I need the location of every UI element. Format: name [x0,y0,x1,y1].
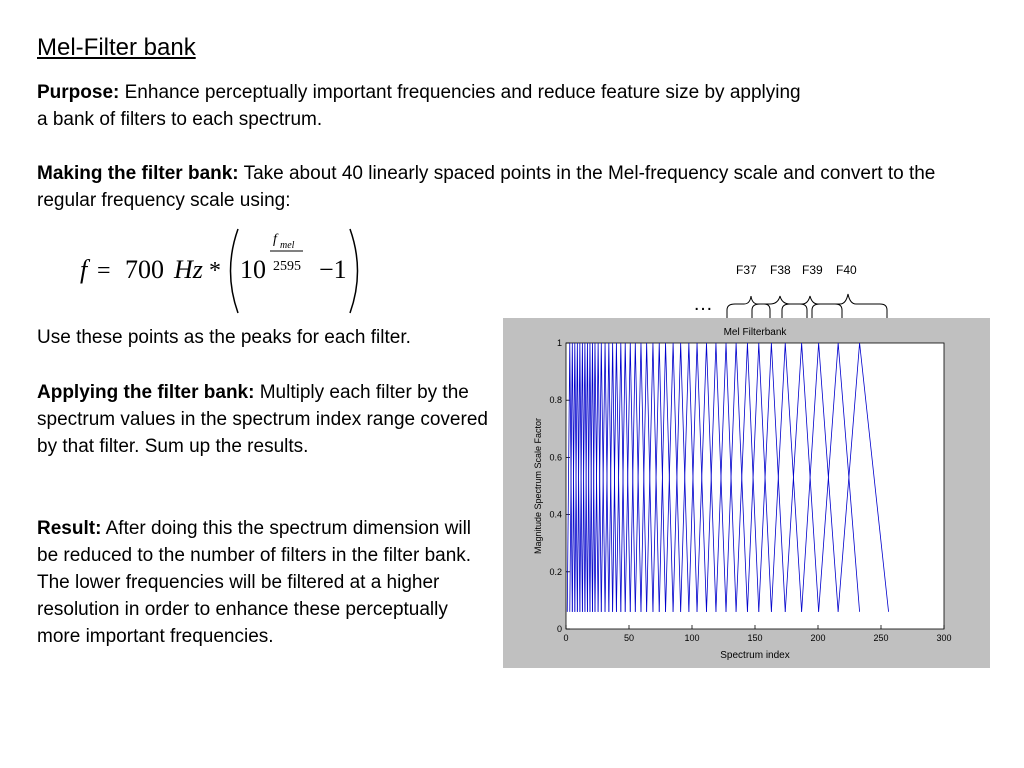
brace-f38 [752,296,807,318]
peaks-paragraph: Use these points as the peaks for each filter. [37,327,411,348]
x-tick-label: 0 [563,633,569,643]
brace-f37 [727,296,770,318]
y-tick-label: 0 [556,624,562,634]
formula-minus-one: −1 [319,255,347,284]
chart-title: Mel Filterbank [723,327,787,338]
bracket-label-f38: F38 [770,263,791,277]
purpose-text: Enhance perceptually important frequencies and reduce feature size by applying a bank of filters to each spectrum. [37,82,801,130]
filter-bracket-annotation [690,260,890,320]
formula-lhs: f [80,255,88,284]
y-tick-label: 1 [556,338,562,348]
y-tick-label: 0.2 [549,566,562,577]
bracket-label-f39: F39 [802,263,823,277]
result-label: Result: [37,518,102,539]
y-tick-label: 0.6 [549,452,562,463]
x-tick-label: 150 [747,633,763,643]
applying-text: Multiply each filter by the spectrum values in the spectrum index range covered by that filter. Sum up the results. [37,382,488,457]
purpose-label: Purpose: [37,82,120,103]
bracket-label-f37: F37 [736,263,757,277]
y-tick-label: 0.4 [549,509,562,520]
page-title: Mel-Filter bank [37,34,196,61]
brace-f40 [812,294,887,318]
purpose-paragraph [37,79,807,133]
x-tick-label: 250 [873,633,889,643]
making-paragraph [37,160,937,214]
formula-times: * [209,258,221,284]
y-axis-label: Magnitude Spectrum Scale Factor [533,417,543,555]
left-paren [231,229,239,313]
formula-equals: = [97,258,111,284]
mel-filterbank-chart [503,318,990,668]
x-axis-label: Spectrum index [720,650,790,661]
formula-base: 10 [240,255,266,284]
result-paragraph [37,515,487,650]
bracket-label-f40: F40 [836,263,857,277]
x-tick-label: 200 [810,633,826,643]
formula-numerator-sub: mel [280,240,295,251]
making-text: Take about 40 linearly spaced points in the Mel-frequency scale and convert to the regular frequency scale using: [37,163,936,211]
x-tick-label: 300 [936,633,952,643]
formula-denominator: 2595 [273,259,301,274]
bracket-ellipsis: … [693,293,713,315]
result-text: After doing this the spectrum dimension will be reduced to the number of filters in the filter bank. The lower frequencies will be filtered at a higher resolution in order to enhance these perceptually more important frequencies. [37,518,472,647]
making-label: Making the filter bank: [37,163,239,184]
applying-label: Applying the filter bank: [37,382,255,403]
mel-filterbank-figure [503,318,990,668]
mel-formula [75,225,375,325]
right-paren [350,229,358,313]
y-tick-label: 0.8 [549,395,562,406]
formula-const: 700 [125,255,164,284]
formula-unit: Hz [174,255,203,284]
applying-paragraph [37,379,497,460]
formula-numerator: f [273,232,277,247]
x-tick-label: 100 [684,633,700,643]
x-tick-label: 50 [623,633,635,643]
